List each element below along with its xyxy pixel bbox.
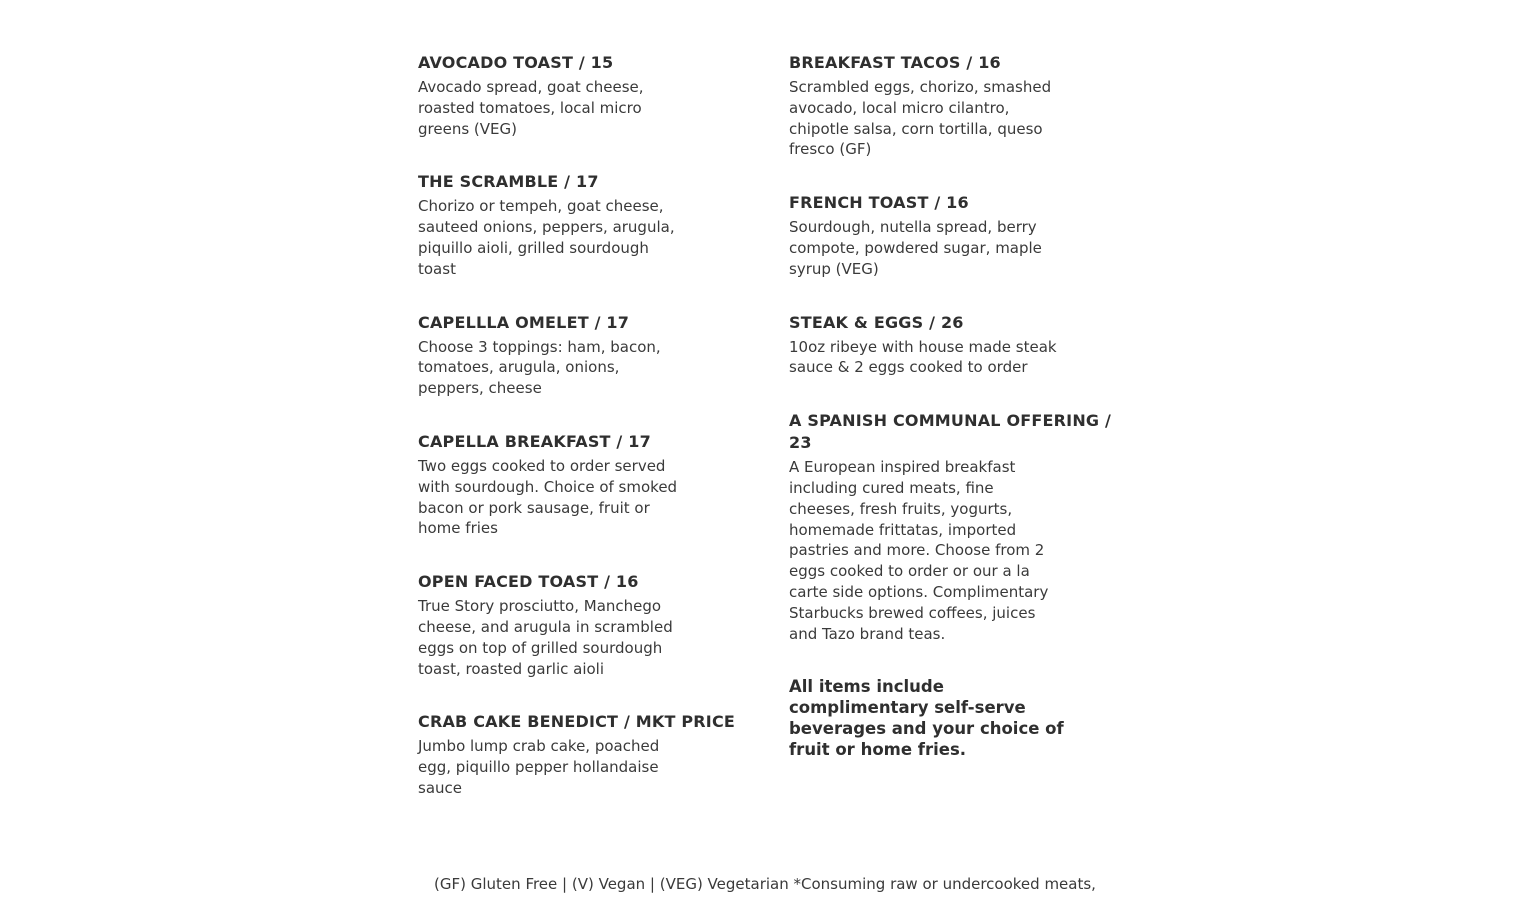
menu-item-omelet: [418, 312, 748, 399]
menu-item-description: True Story prosciutto, Manchego cheese, and arugula in scrambled eggs on top of grilled sourdough toast, roasted garlic aioli: [418, 597, 673, 678]
menu-item-description: Choose 3 toppings: ham, bacon, tomatoes, arugula, onions, peppers, cheese: [418, 337, 661, 398]
menu-item-description: A European inspired breakfast including cured meats, fine cheeses, fresh fruits, yogurts, homemade frittatas, imported pastries and more. Choose from 2 eggs cooked to order or our a la carte side options. Complimentary Starbucks brewed coffees, juices and Tazo brand teas.: [789, 458, 1049, 643]
menu-item-title: CAPELLA BREAKFAST / 17: [418, 431, 651, 451]
menu-item-the-scramble: [418, 171, 748, 279]
menu-item-description: Sourdough, nutella spread, berry compote, powdered sugar, maple syrup (VEG): [789, 218, 1042, 278]
menu-item-title: STEAK & EGGS / 26: [789, 312, 964, 332]
menu-column-right: [789, 52, 1118, 760]
menu-item-description: Avocado spread, goat cheese, roasted tomatoes, local micro greens (VEG): [418, 78, 644, 138]
menu-item-spanish-communal-offering: [789, 410, 1118, 644]
menu-item-title: CRAB CAKE BENEDICT / MKT PRICE: [418, 712, 736, 732]
inclusion-note: All items include complimentary self-serve beverages and your choice of fruit or home fries.: [789, 677, 1064, 760]
menu-item-title: THE SCRAMBLE / 17: [418, 172, 599, 192]
menu-item-breakfast-tacos: [789, 52, 1118, 160]
menu-item-title: CAPELLLA OMELET / 17: [418, 312, 630, 332]
menu-item-description: Scrambled eggs, chorizo, smashed avocado, local micro cilantro, chipotle salsa, corn tortilla, queso fresco (GF): [789, 78, 1052, 159]
menu-item-french-toast: [789, 192, 1118, 279]
menu-item-crab-cake-benedict: [418, 711, 748, 798]
menu-item-capella-breakfast: [418, 431, 748, 539]
menu-item-avocado-toast: [418, 52, 748, 139]
menu-item-description: Jumbo lump crab cake, poached egg, piquillo pepper hollandaise sauce: [418, 737, 660, 797]
menu-column-left: [418, 52, 748, 831]
menu-item-title: AVOCADO TOAST / 15: [418, 53, 614, 72]
dietary-legend-footer: (GF) Gluten Free | (V) Vegan | (VEG) Vegetarian *Consuming raw or undercooked meats,: [434, 875, 1096, 893]
menu-item-description: Two eggs cooked to order served with sourdough. Choice of smoked bacon or pork sausage, fruit or home fries: [418, 456, 678, 538]
breakfast-menu: [418, 52, 1118, 852]
menu-item-title: OPEN FACED TOAST / 16: [418, 572, 639, 592]
menu-item-title: BREAKFAST TACOS / 16: [789, 53, 1001, 72]
menu-item-description: 10oz ribeye with house made steak sauce & 2 eggs cooked to order: [789, 337, 1057, 377]
menu-item-title: A SPANISH COMMUNAL OFFERING / 23: [789, 411, 1112, 453]
menu-item-open-faced-toast: [418, 571, 748, 679]
menu-item-title: FRENCH TOAST / 16: [789, 193, 969, 213]
menu-item-steak-and-eggs: [789, 312, 1118, 379]
menu-item-description: Chorizo or tempeh, goat cheese, sauteed onions, peppers, arugula, piquillo aioli, grilled sourdough toast: [418, 197, 675, 278]
